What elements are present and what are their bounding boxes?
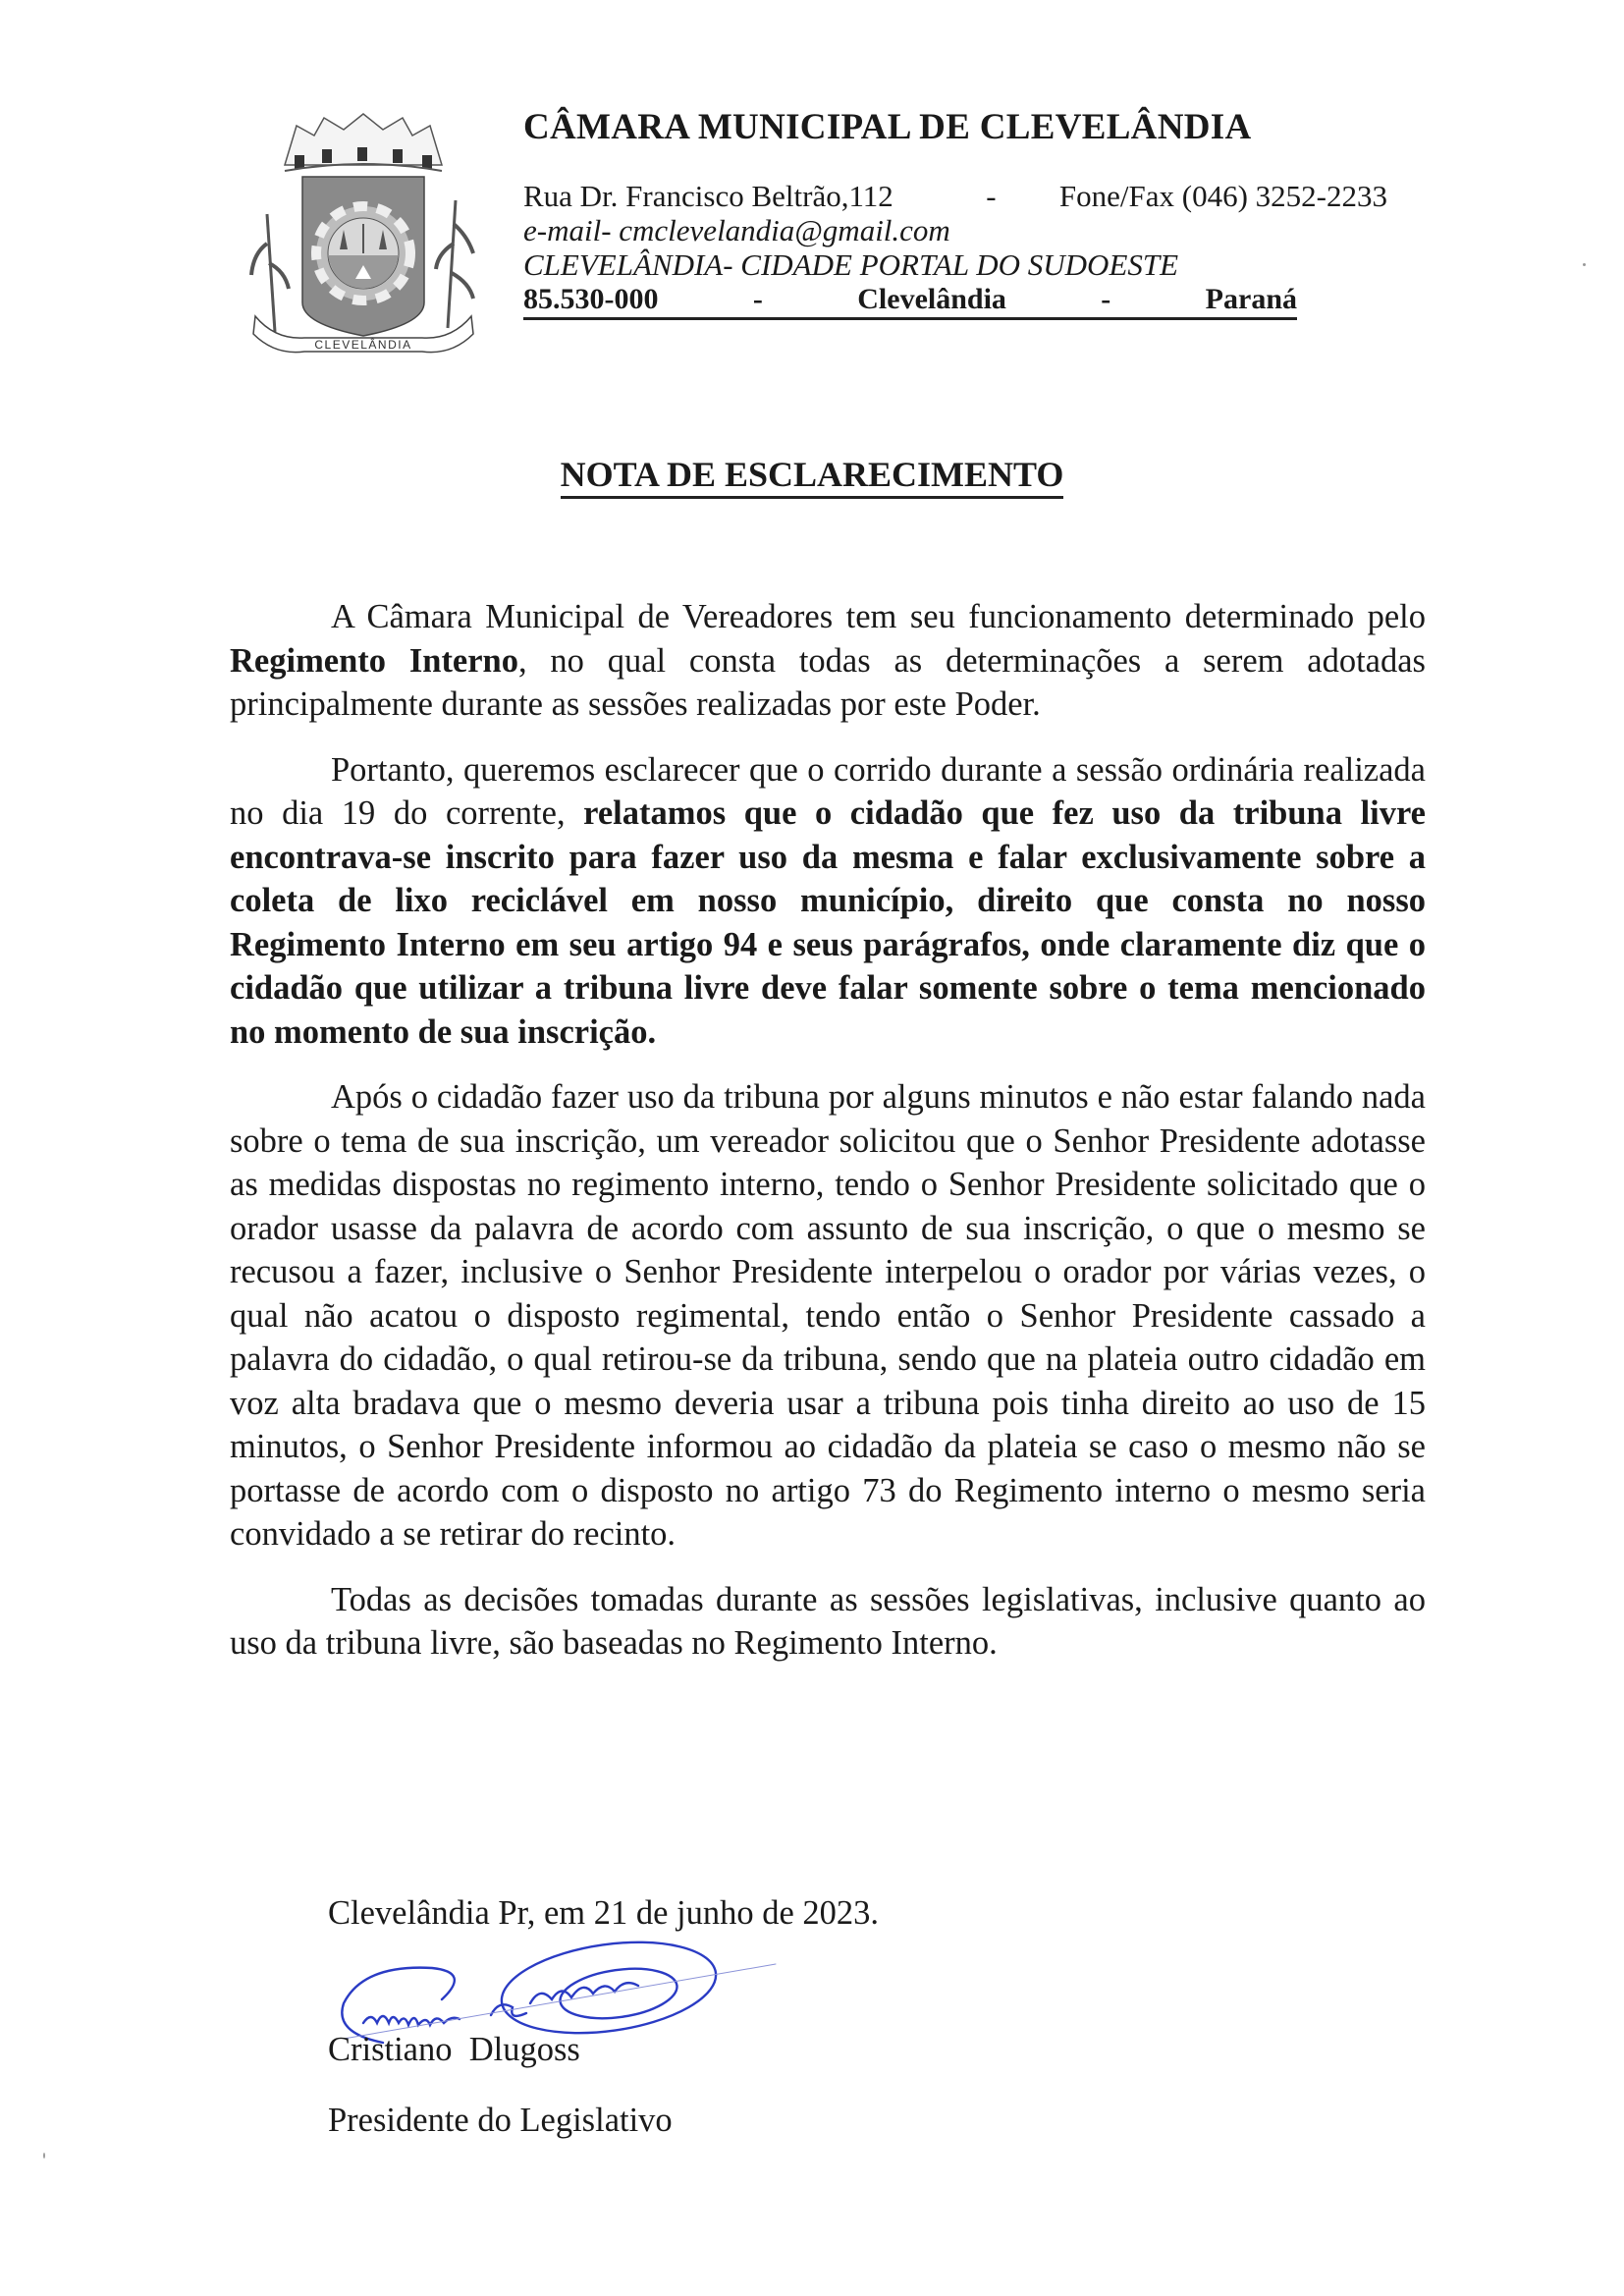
separator: -: [752, 283, 763, 315]
street-address: Rua Dr. Francisco Beltrão,112: [523, 179, 893, 213]
paragraph-4: Todas as decisões tomadas durante as sessões legislativas, inclusive quanto ao uso da tribuna livre, são baseadas no Regimento Interno.: [230, 1580, 1426, 1662]
scan-speck: [43, 2153, 45, 2159]
document-body: [230, 595, 1426, 1687]
paragraph-3: Após o cidadão fazer uso da tribuna por alguns minutos e não estar falando nada sobre o tema de sua inscrição, um vereador solicitou que o Senhor Presidente adotasse as medidas dispostas no regimento interno, tendo o Senhor Presidente solicitado que o orador usasse da palavra de acordo com assunto de sua inscrição, o que o mesmo se recusou a fazer, inclusive o Senhor Presidente interpelou o orador por várias vezes, o qual não acatou o disposto regimental, tendo então o Senhor Presidente cassado a palavra do cidadão, o qual retirou-se da tribuna, sendo que na plateia outro cidadão em voz alta bradava que o mesmo deveria usar a tribuna pois tinha direito ao uso de 15 minutos, o Senhor Presidente informou ao cidadão da plateia se caso o mesmo não se portasse de acordo com o disposto no artigo 73 do Regimento interno o mesmo seria convidado a se retirar do recinto.: [230, 1078, 1426, 1553]
institution-title: CÂMARA MUNICIPAL DE CLEVELÂNDIA: [523, 107, 1252, 147]
phone-fax: Fone/Fax (046) 3252-2233: [1058, 179, 1387, 213]
coat-of-arms-icon: [245, 106, 481, 363]
cep: 85.530-000: [523, 283, 659, 315]
date-line: Clevelândia Pr, em 21 de junho de 2023.: [328, 1894, 880, 1932]
signer-name: Cristiano Dlugoss: [328, 2031, 580, 2068]
address-line: [523, 179, 1387, 213]
signer-role: Presidente do Legislativo: [328, 2102, 673, 2139]
paragraph-2: Portanto, queremos esclarecer que o corrido durante a sessão ordinária realizada no dia 19 do corrente, relatamos que o cidadão que fez uso da tribuna livre encontrava-se inscrito para fazer uso da mesma e falar exclusivamente sobre a coleta de lixo reciclável em nosso município, direito que consta no nosso Regimento Interno em seu artigo 94 e seus parágrafos, onde claramente diz que o cidadão que utilizar a tribuna livre deve falar somente sobre o tema mencionado no momento de sua inscrição.: [230, 750, 1426, 1051]
address-separator: -: [986, 179, 997, 213]
email-line: e-mail- cmclevelandia@gmail.com: [523, 213, 950, 247]
document-title: NOTA DE ESCLARECIMENTO: [0, 454, 1624, 495]
city: Clevelândia: [857, 283, 1006, 315]
scan-speck: [1583, 263, 1586, 266]
paragraph-1: A Câmara Municipal de Vereadores tem seu funcionamento determinado pelo Regimento Interno, no qual consta todas as determinações a serem adotadas principalmente durante as sessões realizadas por este Poder.: [230, 598, 1426, 723]
letterhead: [523, 96, 1387, 320]
state: Paraná: [1205, 283, 1297, 315]
svg-text:CLEVELÂNDIA: CLEVELÂNDIA: [314, 338, 412, 352]
cep-city-state-line: [523, 282, 1297, 320]
slogan-line: CLEVELÂNDIA- CIDADE PORTAL DO SUDOESTE: [523, 247, 1179, 282]
separator: -: [1101, 283, 1111, 315]
